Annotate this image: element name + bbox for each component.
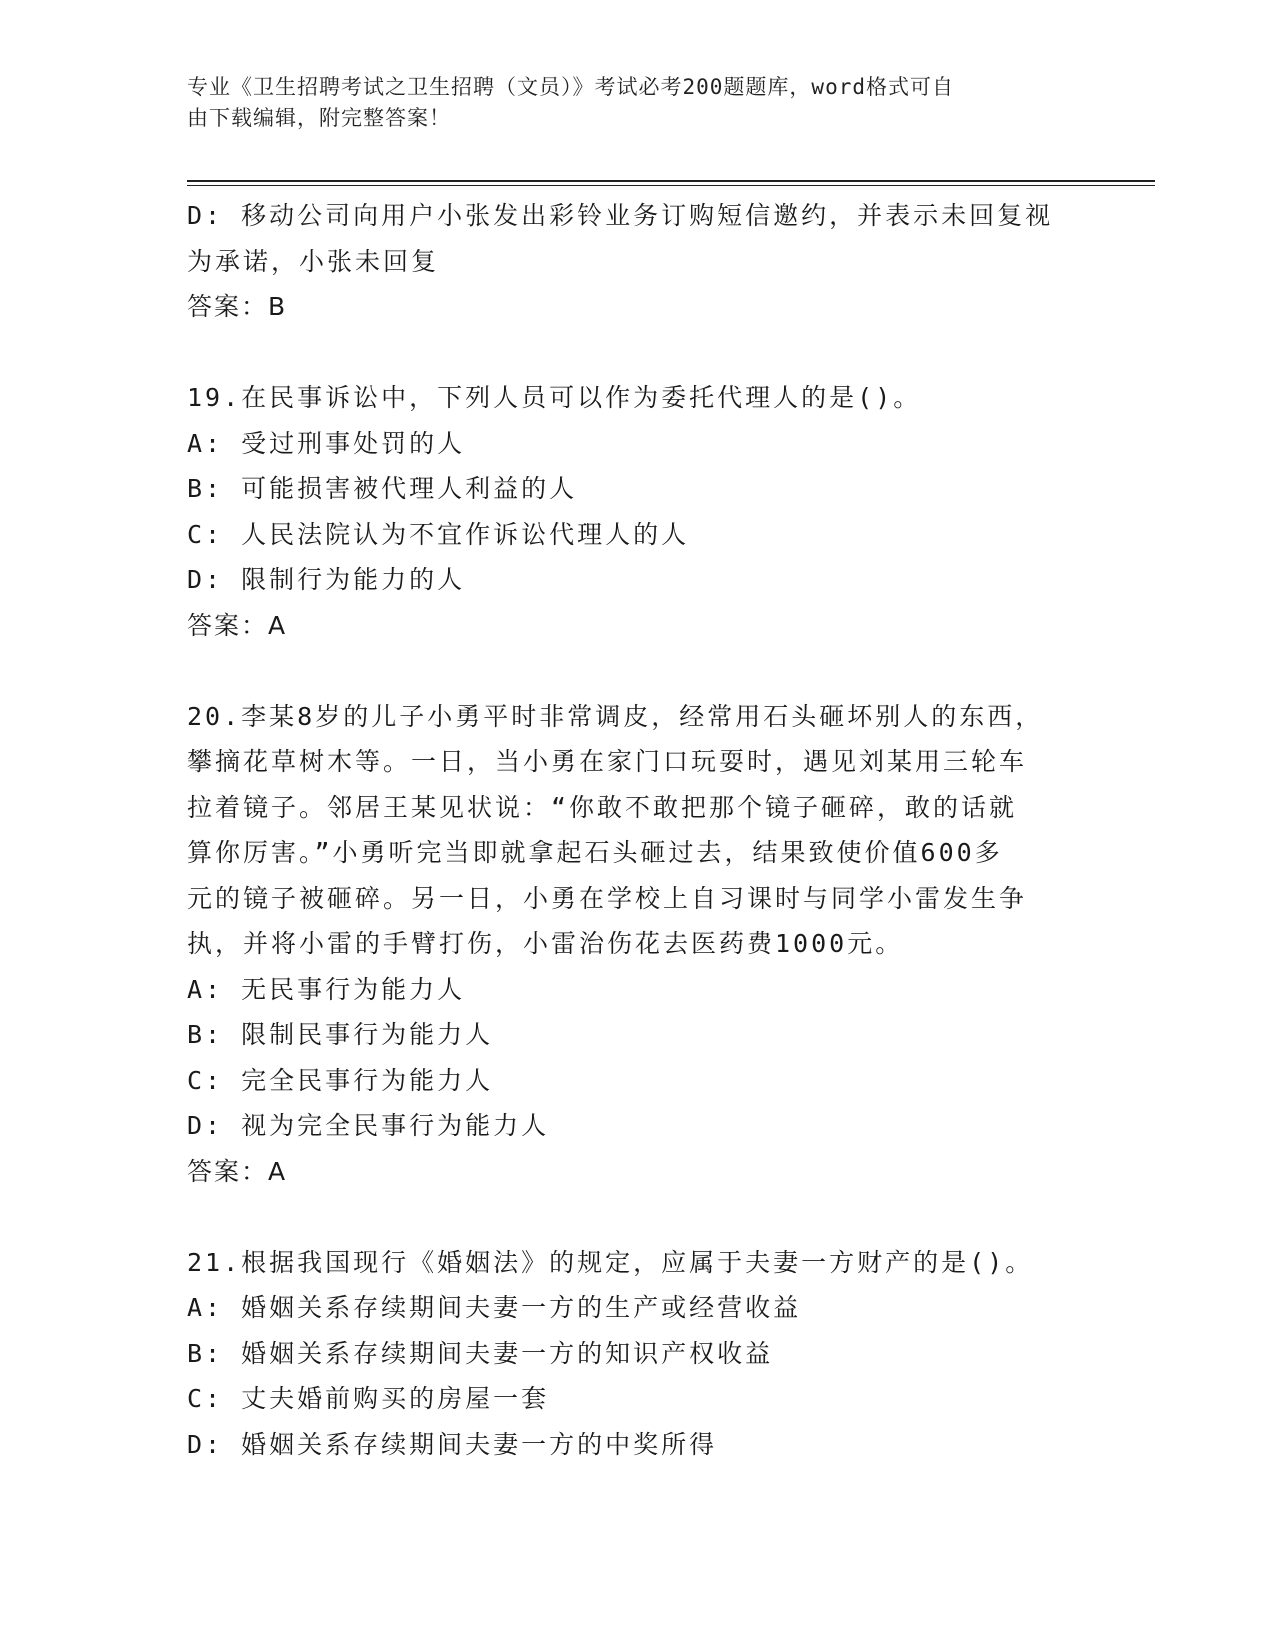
spacer [187,648,1087,694]
option-a: A: 无民事行为能力人 [187,974,466,1004]
question-stem: 21.根据我国现行《婚姻法》的规定，应属于夫妻一方财产的是()。 [187,1247,1034,1277]
question-stem-line-2: 攀摘花草树木等。一日，当小勇在家门口玩耍时，遇见刘某用三轮车 [187,747,1028,776]
header-line-1: 专业《卫生招聘考试之卫生招聘（文员）》考试必考200题题库，word格式可自 [187,75,954,99]
option-a: A: 婚姻关系存续期间夫妻一方的生产或经营收益 [187,1293,802,1322]
question-stem-line-6: 执，并将小雷的手臂打伤，小雷治伤花去医药费1000元。 [187,929,904,958]
spacer [187,1194,1087,1240]
option-d-line-2: 为承诺，小张未回复 [187,246,440,276]
answer-line: 答案：A [187,610,288,640]
question-stem: 19.在民事诉讼中，下列人员可以作为委托代理人的是()。 [187,383,922,412]
question-20 [187,694,1087,1195]
header-line-2: 由下载编辑，附完整答案！ [187,106,451,130]
answer-line: 答案：B [187,292,288,321]
option-d: D: 婚姻关系存续期间夫妻一方的中奖所得 [187,1429,718,1459]
document-header [187,72,1067,134]
header-rule-thick [187,180,1155,182]
spacer [187,330,1087,376]
option-b: B: 限制民事行为能力人 [187,1020,494,1049]
question-21 [187,1240,1087,1468]
option-d: D: 限制行为能力的人 [187,565,466,594]
option-b: B: 可能损害被代理人利益的人 [187,474,578,503]
question-stem-line-3: 拉着镜子。邻居王某见状说：“你敢不敢把那个镜子砸碎，敢的话就 [187,792,1018,822]
question-stem-line-1: 20.李某8岁的儿子小勇平时非常调皮，经常用石头砸坏别人的东西， [187,701,1044,731]
question-19 [187,375,1087,648]
option-c: C: 人民法院认为不宜作诉讼代理人的人 [187,519,690,549]
option-d-line-1: D: 移动公司向用户小张发出彩铃业务订购短信邀约，并表示未回复视 [187,201,1054,230]
option-d: D: 视为完全民事行为能力人 [187,1111,550,1140]
option-b: B: 婚姻关系存续期间夫妻一方的知识产权收益 [187,1338,774,1368]
question-18-tail [187,193,1087,330]
option-c: C: 丈夫婚前购买的房屋一套 [187,1384,550,1413]
answer-line: 答案：A [187,1156,288,1186]
question-content [187,193,1087,1467]
header-rule-thin [187,185,1155,186]
option-a: A: 受过刑事处罚的人 [187,428,466,458]
question-stem-line-5: 元的镜子被砸碎。另一日，小勇在学校上自习课时与同学小雷发生争 [187,883,1028,913]
option-c: C: 完全民事行为能力人 [187,1065,494,1095]
question-stem-line-4: 算你厉害。”小勇听完当即就拿起石头砸过去，结果致使价值600多 [187,838,1003,867]
